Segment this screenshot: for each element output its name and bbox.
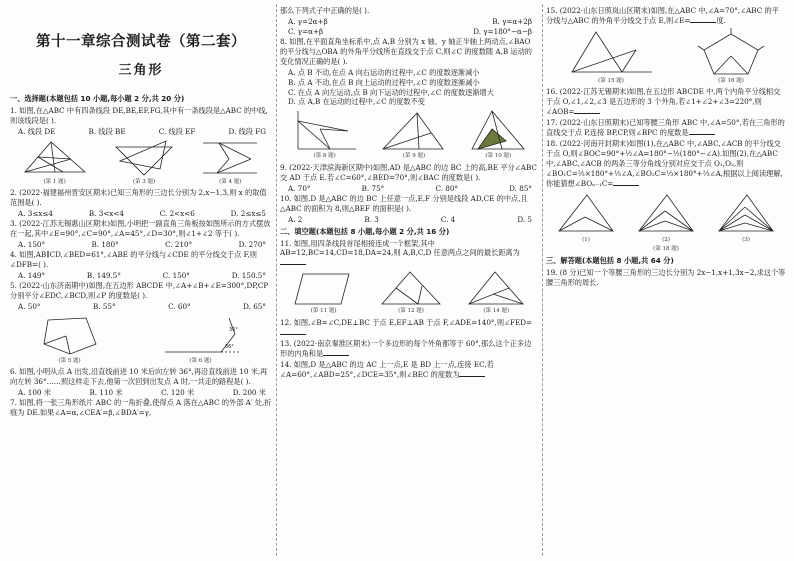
question-17 xyxy=(546,118,786,138)
option: A. 100 米 xyxy=(18,387,51,397)
option: D. 点 A,B 在运动的过程中,∠C 的度数不变 xyxy=(288,97,425,107)
angle-label: 36° xyxy=(228,326,238,333)
question-5-options xyxy=(10,302,272,312)
triangle-figure-1 xyxy=(21,139,89,179)
question-text: 15. (2022·山东日照岚山区期末)如图,在△ABC 中,∠A=70°,∠ABC 的平分线与△ABC 的外角平分线交于点 E,则∠E= xyxy=(546,6,779,25)
question-6-options xyxy=(10,388,272,398)
shaded-triangle-figure xyxy=(468,109,528,153)
answer-blank xyxy=(323,349,349,356)
question-text: 13. (2022·南京秦淮区期末)一个多边形的每个外角都等于 60°,那么这个正多边形的内角和是 xyxy=(280,338,532,358)
option: A. 50° xyxy=(18,301,41,311)
option: C. 80° xyxy=(435,183,458,193)
coordinate-figure xyxy=(290,109,360,153)
question-3-options xyxy=(10,240,272,250)
answer-blank xyxy=(613,179,639,186)
section-answer-heading: 三、解答题(本题包括 8 小题,共 64 分) xyxy=(546,255,674,265)
option: A. 70° xyxy=(288,183,311,193)
answer-blank xyxy=(574,107,600,114)
option: C. 2<x<6 xyxy=(159,209,195,219)
figure-caption: (第 1 题) xyxy=(43,178,66,185)
option: C. γ=α+β xyxy=(288,26,324,36)
question-8: 8. 如图,在平面直角坐标系中,点 A,B 分别为 x 轴、y 轴正半轴上两动点,∠BAO 的平分线与△OBA 的外角平分线所在直线交于点 C,则∠C 的度数随 A,B 运动的变化情况正确的是( ). xyxy=(280,36,533,66)
question-9-options xyxy=(280,184,538,194)
figure-row-1 xyxy=(10,139,272,187)
question-19: 19. (8 分)已知一个等腰三角形的三边长分别为 2x−1,x+1,3x−2,求这个等腰三角形的周长. xyxy=(546,267,786,287)
answer-blank xyxy=(280,258,306,265)
question-text: 14. 如图,D 是△ABC 的边 AC 上一点,E 是 BD 上一点,连接 EC,若∠A=60°,∠ABD=25°,∠DCE=35°,则∠BEC 的度数为 xyxy=(280,359,494,379)
exterior-bisector-figure xyxy=(566,28,656,78)
figure-9 xyxy=(379,109,449,161)
figure-row-4 xyxy=(280,270,538,316)
isosceles-figure xyxy=(378,270,444,308)
option: B. 3<x<4 xyxy=(88,209,124,219)
answer-blank xyxy=(690,16,716,23)
figure-18-1 xyxy=(555,191,617,245)
figure-12 xyxy=(378,270,444,316)
figure-caption: (第 15 题) xyxy=(598,77,624,84)
question-18 xyxy=(546,139,786,189)
answer-blank xyxy=(689,128,715,135)
column-divider-right xyxy=(542,4,543,556)
question-15 xyxy=(546,6,786,26)
question-2: 2. (2022·福建福州晋安区期末)已知三角形的三边长分别为 2,x−1,3,则 x 的取值范围是( ). xyxy=(10,188,267,208)
option: C. 150° xyxy=(162,270,190,280)
question-5: 5. (2022·山东济南期中)如图,在五边形 ABCDE 中,∠A+∠B+∠E=300°,DP,CP 分别平分∠EDC,∠BCD,则∠P 的度数是( ). xyxy=(10,280,269,300)
question-text: 18. (2022·河南开封期末)如图(1),在△ABC 中,∠ABC,∠ACB 的平分线交于点 O,则∠BOC=90°+½∠A=180°−½(180°−∠A).如图(2),在△ABC 中,∠ABC,∠ACB 的两条三等分角线分别对应交于点 O₁,O₂,则∠BO₁C=⅔×180°+⅓∠A,∠BO₂C=⅓×180°+⅔∠A,根据以上阅读理解,你能猜想∠BOₙ₋₁C= xyxy=(546,139,783,188)
question-14 xyxy=(280,360,538,380)
section-fill-heading: 二、填空题(本题包括 8 小题,每小题 2 分,共 16 分) xyxy=(280,226,450,236)
option: B. 110 米 xyxy=(89,387,123,397)
parallel-lines-figure xyxy=(199,139,261,179)
figure-15 xyxy=(566,28,656,86)
option: B. 点 A 不动,在点 B 向上运动的过程中,∠C 的度数逐渐减小 xyxy=(288,77,480,87)
option: B. 55° xyxy=(93,301,116,311)
option: A. 2 xyxy=(288,214,303,224)
column-1 xyxy=(10,6,272,554)
question-1-options xyxy=(10,127,272,137)
figure-caption: (第 5 题) xyxy=(58,357,81,364)
figure-1 xyxy=(21,139,89,187)
option: D. 线段 FG xyxy=(228,126,266,136)
figure-16 xyxy=(696,28,766,86)
question-12 xyxy=(280,318,538,338)
question-16 xyxy=(546,87,786,117)
question-7-options-2 xyxy=(280,27,538,37)
option: C. 60° xyxy=(168,301,191,311)
question-text: 11. 如图,用四条线段首尾相接连成一个框架,其中 AB=12,BC=14,CD=18,DA=24,则 A,B,C,D 任意两点之间的最长距离为 xyxy=(280,238,520,258)
angle-label: 36° xyxy=(224,343,234,350)
question-1: 1. 如图,在△ABC 中有四条线段 DE,BE,EF,FG,其中有一条线段是△ABC 的中线,则该线段是( ). xyxy=(10,105,268,125)
figure-caption: (第 14 题) xyxy=(483,308,510,315)
figure-5 xyxy=(40,314,100,366)
option: D. 150.5° xyxy=(231,270,266,280)
option: C. 在点 A 向左运动,点 B 向下运动的过程中,∠C 的度数逐渐增大 xyxy=(288,87,494,97)
figure-11 xyxy=(291,270,357,316)
figure-caption: (第 4 题) xyxy=(219,178,242,185)
option: B. 180° xyxy=(91,239,119,249)
option: A. 线段 DE xyxy=(18,126,56,136)
quadrilateral-figure xyxy=(291,270,357,308)
option: A. 3≤x≤4 xyxy=(18,209,54,219)
altitude-figure xyxy=(379,109,449,153)
column-2 xyxy=(280,6,538,554)
answer-blank xyxy=(280,328,306,335)
option: B. γ=α+2β xyxy=(492,16,532,26)
option: A. 149° xyxy=(18,270,46,280)
walking-path-figure xyxy=(159,314,243,358)
option: B. 75° xyxy=(361,183,385,193)
figure-14 xyxy=(465,270,527,316)
figure-caption: (第 9 题) xyxy=(402,153,426,160)
figure-caption: (2) xyxy=(662,236,670,243)
bisector-triangle-1 xyxy=(555,191,617,237)
figure-caption: (第 11 题) xyxy=(310,308,337,315)
column-3 xyxy=(546,6,786,554)
figure-caption: (第 12 题) xyxy=(398,308,424,315)
question-text: 12. 如图,∠B=∠C,DE⊥BC 于点 E,EF⊥AB 于点 F,∠ADE=140°,则∠FED= xyxy=(280,317,533,327)
option: D. 65° xyxy=(243,301,266,311)
question-6: 6. 如图,小明从点 A 出发,沿直线前进 10 米后向左转 36°,再沿直线前进 10 米,再向左转 36°……照这样走下去,他第一次回到出发点 A 时,一共走的路程是( ). xyxy=(10,367,268,387)
figure-row-2 xyxy=(10,314,272,366)
answer-blank xyxy=(459,370,485,377)
figure-caption: (第 18 题) xyxy=(653,246,679,253)
option: D. 270° xyxy=(238,239,266,249)
figure-18-2 xyxy=(635,191,697,245)
option: C. 线段 EF xyxy=(158,126,196,136)
figure-caption: (第 3 题) xyxy=(132,178,156,185)
question-7: 7. 如图,将一张三角形纸片 ABC 的一角折叠,使得点 A 落在△ABC 的外部 A′ 处,折痕为 DE.如果∠A=α,∠CEA′=β,∠BDA′=γ, xyxy=(10,397,272,417)
option: A. 150° xyxy=(18,239,46,249)
question-7-options xyxy=(280,17,538,27)
option: B. 3 xyxy=(364,214,379,224)
option: C. 4 xyxy=(440,214,456,224)
figure-row-6 xyxy=(546,191,786,245)
figure-3 xyxy=(110,139,178,187)
question-10: 10. 如图,D 是△ABC 的边 BC 上任意一点,E,F 分别是线段 AD,CE 的中点,且△ABC 的面积为 8,则△BEF 的面积是( ). xyxy=(280,193,528,213)
figure-caption: (第 10 题) xyxy=(485,153,512,160)
question-2-options xyxy=(10,209,272,219)
option: B. 线段 BE xyxy=(88,126,126,136)
figure-caption: (第 8 题) xyxy=(313,153,336,160)
figure-row-3 xyxy=(280,109,538,161)
figure-8 xyxy=(290,109,360,161)
option: C. 120 米 xyxy=(161,387,195,397)
option: D. γ=180°−α−β xyxy=(473,26,532,36)
option: D. 2≤x≤5 xyxy=(230,209,266,219)
figure-caption: (第 16 题) xyxy=(718,77,744,84)
page-title: 第十一章综合测试卷（第二套） xyxy=(36,34,246,50)
column-divider-left xyxy=(276,4,277,556)
figure-10 xyxy=(468,109,528,161)
page-subtitle: 三角形 xyxy=(118,63,164,78)
option: A. γ=2α+β xyxy=(288,16,328,26)
question-8-options xyxy=(280,68,538,108)
question-4-options xyxy=(10,271,272,281)
question-10-options xyxy=(280,215,538,225)
pentagon-bisector-figure xyxy=(696,28,766,78)
question-7-continued: 那么下列式子中正确的是( ). xyxy=(280,6,370,15)
figure-caption: (第 6 题) xyxy=(189,357,212,364)
option: D. 85° xyxy=(509,183,532,193)
option: D. 200 米 xyxy=(232,387,266,397)
pentagon-figure xyxy=(40,314,100,358)
n-sector-triangle-3 xyxy=(715,191,777,237)
trisector-triangle-2 xyxy=(635,191,697,237)
figure-caption: (1) xyxy=(582,236,590,243)
option: D. 5 xyxy=(517,214,532,224)
question-text: 16. (2022·江苏无锡期末)如图,在五边形 ABCDE 中,两个内角平分线相交于点 O,∠1,∠2,∠3 是五边形的 3 个外角,若∠1+∠2+∠3=220°,则∠AOB= xyxy=(546,87,781,117)
section-choice-heading: 一、选择题(本题包括 10 小题,每小题 2 分,共 20 分) xyxy=(10,93,185,103)
option: A. 点 B 不动,在点 A 向右运动的过程中,∠C 的度数逐渐减小 xyxy=(288,67,480,77)
question-11 xyxy=(280,239,538,269)
figure-4 xyxy=(199,139,261,187)
question-3: 3. (2022·江苏无锡惠山区期末)如图,小明把一副直角三角板按如图所示的方式摆放在一起,其中∠E=90°,∠C=90°,∠A=45°,∠D=30°,则∠1+∠2 等于( ). xyxy=(10,219,271,239)
figure-row-5 xyxy=(546,28,786,86)
question-4: 4. 如图,AB∥CD,∠BED=61°,∠ABE 的平分线与∠CDE 的平分线交于点 F,则∠DFB=( ). xyxy=(10,249,257,269)
option: C. 210° xyxy=(165,239,193,249)
question-13 xyxy=(280,339,538,359)
figure-6 xyxy=(159,314,243,366)
option: B. 149.5° xyxy=(86,270,121,280)
cevian-figure xyxy=(465,270,527,308)
set-square-figure xyxy=(110,139,178,179)
question-unit: 度. xyxy=(716,15,726,25)
question-9: 9. (2022·天津滨海新区期中)如图,AD 是△ABC 的边 BC 上的高,BE 平分∠ABC 交 AD 于点 E.若∠C=60°,∠BED=70°,则∠BAC 的度数是( ). xyxy=(280,162,537,182)
figure-18-3 xyxy=(715,191,777,245)
question-text: 17. (2022·山东日照期末)已知等腰三角形 ABC 中,∠A=50°,若在三角形的直线交于点 P,连接 BP,CP,则∠BPC 的度数是 xyxy=(546,118,785,138)
figure-caption: (3) xyxy=(742,236,750,243)
